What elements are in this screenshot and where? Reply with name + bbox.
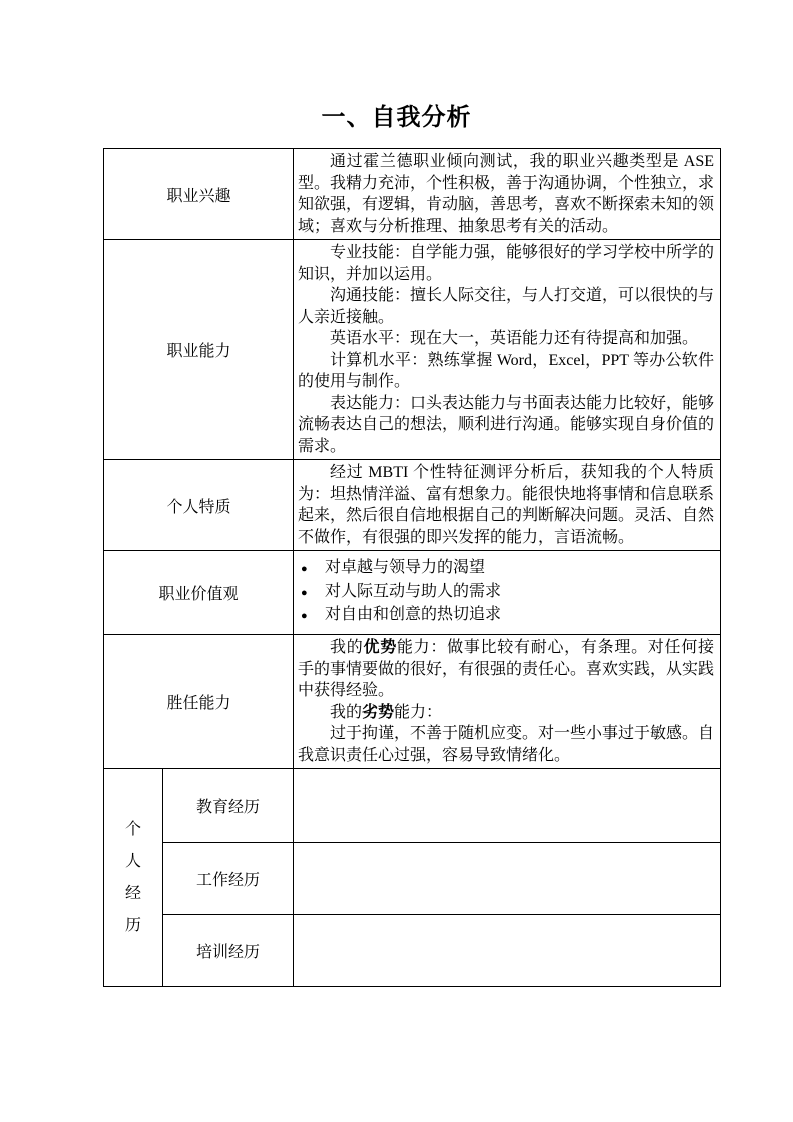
vertical-label-char: 人 bbox=[124, 852, 141, 870]
career-ability-paragraph: 表达能力：口头表达能力与书面表达能力比较好，能够流畅表达自己的想法，顺利进行沟通。能够实现自身价值的需求。 bbox=[298, 394, 715, 455]
competence-weakness-detail: 过于拘谨，不善于随机应变。对一些小事过于敏感。自我意识责任心过强，容易导致情绪化。 bbox=[298, 725, 715, 764]
strength-post: 能力：做事比较有耐心，有条理。对任何接手的事情要做的很好，有很强的责任心。喜欢实践，从实践中获得经验。 bbox=[298, 639, 715, 700]
list-item bbox=[298, 604, 714, 628]
vertical-label-char: 历 bbox=[124, 916, 141, 934]
career-values-content-cell bbox=[294, 551, 721, 635]
row-education-experience bbox=[104, 769, 721, 843]
list-item bbox=[298, 581, 714, 605]
strength-bold: 优势 bbox=[363, 639, 397, 657]
career-value-text: 对人际互动与助人的需求 bbox=[325, 582, 502, 600]
career-ability-content-cell bbox=[294, 240, 721, 460]
career-ability-paragraph: 沟通技能：擅长人际交往，与人打交道，可以很快的与人亲近接触。 bbox=[298, 287, 715, 326]
career-ability-paragraph: 英语水平：现在大一，英语能力还有待提高和加强。 bbox=[330, 330, 699, 347]
row-training-experience bbox=[104, 915, 721, 987]
bullet-icon: ● bbox=[301, 563, 308, 575]
row-label-personal-experience bbox=[104, 769, 163, 987]
career-interest-text: 通过霍兰德职业倾向测试，我的职业兴趣类型是 ASE 型。我精力充沛，个性积极，善于沟通协调，个性独立，求知欲强，有逻辑，肯动脑，善思考，喜欢不断探索未知的领域；喜欢与分析推理、抽象思考有关的活动。 bbox=[298, 153, 715, 235]
row-work-experience bbox=[104, 843, 721, 915]
row-label-competence: 胜任能力 bbox=[104, 635, 294, 769]
row-personal-traits bbox=[104, 460, 721, 551]
row-career-values bbox=[104, 551, 721, 635]
row-label-career-values: 职业价值观 bbox=[104, 551, 294, 635]
competence-strength-text bbox=[298, 637, 714, 702]
strength-pre: 我的 bbox=[330, 639, 364, 657]
career-ability-paragraph: 计算机水平：熟练掌握 Word，Excel，PPT 等办公软件的使用与制作。 bbox=[298, 351, 715, 390]
education-experience-content-cell bbox=[294, 769, 721, 843]
list-item bbox=[298, 557, 714, 581]
personal-traits-text: 经过 MBTI 个性特征测评分析后，获知我的个人特质为：坦热情洋溢、富有想象力。能很快地将事情和信息联系起来，然后很自信地根据自己的判断解决问题。灵活、自然不做作，有很强的即兴发挥的能力，言语流畅。 bbox=[298, 464, 715, 546]
row-label-career-interest: 职业兴趣 bbox=[104, 149, 294, 240]
bullet-icon: ● bbox=[301, 586, 308, 599]
career-interest-content-cell bbox=[294, 149, 721, 240]
sublabel-work-experience: 工作经历 bbox=[163, 843, 294, 915]
competence-content-cell bbox=[294, 635, 721, 769]
personal-traits-content-cell bbox=[294, 460, 721, 551]
sublabel-training-experience: 培训经历 bbox=[163, 915, 294, 987]
weakness-pre: 我的 bbox=[330, 703, 363, 721]
work-experience-content-cell bbox=[294, 843, 721, 915]
weakness-post: 能力： bbox=[394, 703, 443, 721]
self-analysis-table bbox=[103, 148, 721, 987]
page-title: 一、自我分析 bbox=[321, 104, 472, 131]
career-value-text: 对卓越与领导力的渴望 bbox=[325, 559, 486, 576]
bullet-icon: ● bbox=[301, 610, 308, 623]
vertical-label-char: 经 bbox=[124, 884, 141, 902]
vertical-label-char: 个 bbox=[124, 820, 141, 838]
training-experience-content-cell bbox=[294, 915, 721, 987]
row-competence bbox=[104, 635, 721, 769]
row-career-interest bbox=[104, 149, 721, 240]
row-label-personal-traits: 个人特质 bbox=[104, 460, 294, 551]
career-ability-paragraph: 专业技能：自学能力强，能够很好的学习学校中所学的知识，并加以运用。 bbox=[298, 244, 715, 283]
row-label-career-ability: 职业能力 bbox=[104, 240, 294, 460]
weakness-bold: 劣势 bbox=[362, 703, 395, 721]
row-career-ability bbox=[104, 240, 721, 460]
career-value-text: 对自由和创意的热切追求 bbox=[325, 606, 502, 624]
sublabel-education-experience: 教育经历 bbox=[163, 769, 294, 843]
competence-weakness-heading bbox=[298, 702, 714, 724]
